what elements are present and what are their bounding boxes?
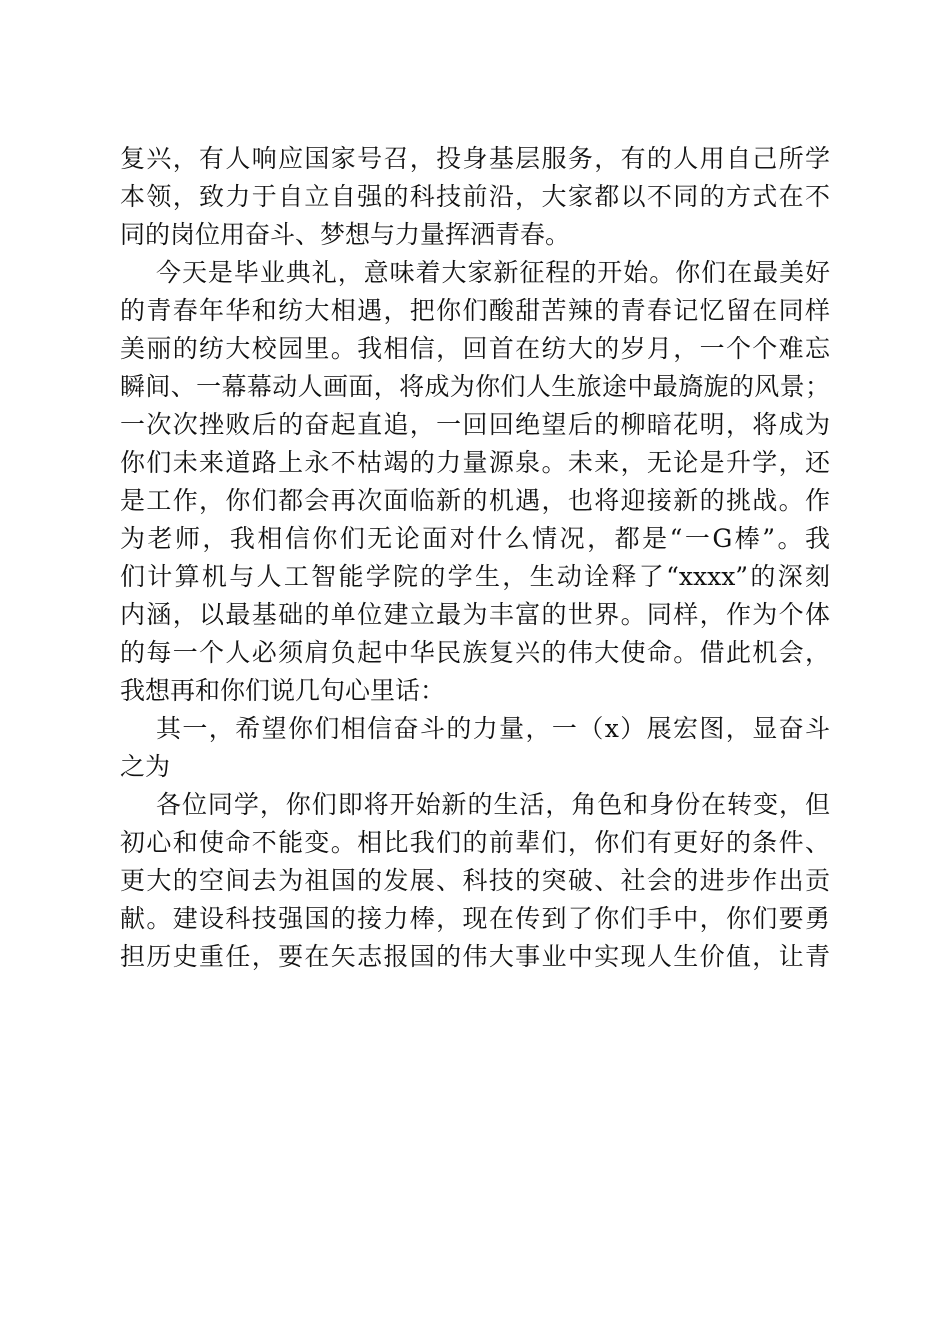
text-line: 献。建设科技强国的接力棒，现在传到了你们手中，你们要勇	[120, 904, 830, 933]
text-line: 内涵，以最基础的单位建立最为丰富的世界。同样，作为个体	[120, 600, 830, 629]
text-line: 们计算机与人工智能学院的学生，生动诠释了“xxxx”的深刻	[120, 562, 830, 591]
text-line: 同的岗位用奋斗、梦想与力量挥洒青春。	[120, 220, 571, 249]
paragraph-start-line: 各位同学，你们即将开始新的生活，角色和身份在转变，但	[156, 790, 830, 819]
text-line: 担历史重任，要在矢志报国的伟大事业中实现人生价值，让青	[120, 942, 830, 971]
text-line: 一次次挫败后的奋起直追，一回回绝望后的柳暗花明，将成为	[120, 410, 830, 439]
section-heading-line: 其一，希望你们相信奋斗的力量，一（x）展宏图，显奋斗	[156, 714, 830, 743]
text-line: 我想再和你们说几句心里话：	[120, 676, 446, 705]
text-line: 更大的空间去为祖国的发展、科技的突破、社会的进步作出贡	[120, 866, 830, 895]
text-line: 的每一个人必须肩负起中华民族复兴的伟大使命。借此机会，	[120, 638, 830, 667]
text-line: 本领，致力于自立自强的科技前沿，大家都以不同的方式在不	[120, 182, 830, 211]
text-line: 美丽的纺大校园里。我相信，回首在纺大的岁月，一个个难忘	[120, 334, 830, 363]
text-line: 是工作，你们都会再次面临新的机遇，也将迎接新的挑战。作	[120, 486, 830, 515]
document-body	[120, 140, 830, 976]
text-line: 初心和使命不能变。相比我们的前辈们，你们有更好的条件、	[120, 828, 830, 857]
text-line: 的青春年华和纺大相遇，把你们酸甜苦辣的青春记忆留在同样	[120, 296, 830, 325]
text-line: 为老师，我相信你们无论面对什么情况，都是“一G棒”。我	[120, 524, 830, 553]
text-line: 复兴，有人响应国家号召，投身基层服务，有的人用自己所学	[120, 144, 830, 173]
text-line: 瞬间、一幕幕动人画面，将成为你们人生旅途中最旖旎的风景；	[120, 372, 830, 401]
paragraph-start-line: 今天是毕业典礼，意味着大家新征程的开始。你们在最美好	[156, 258, 830, 287]
text-line: 你们未来道路上永不枯竭的力量源泉。未来，无论是升学，还	[120, 448, 830, 477]
section-heading-line: 之为	[120, 752, 171, 781]
